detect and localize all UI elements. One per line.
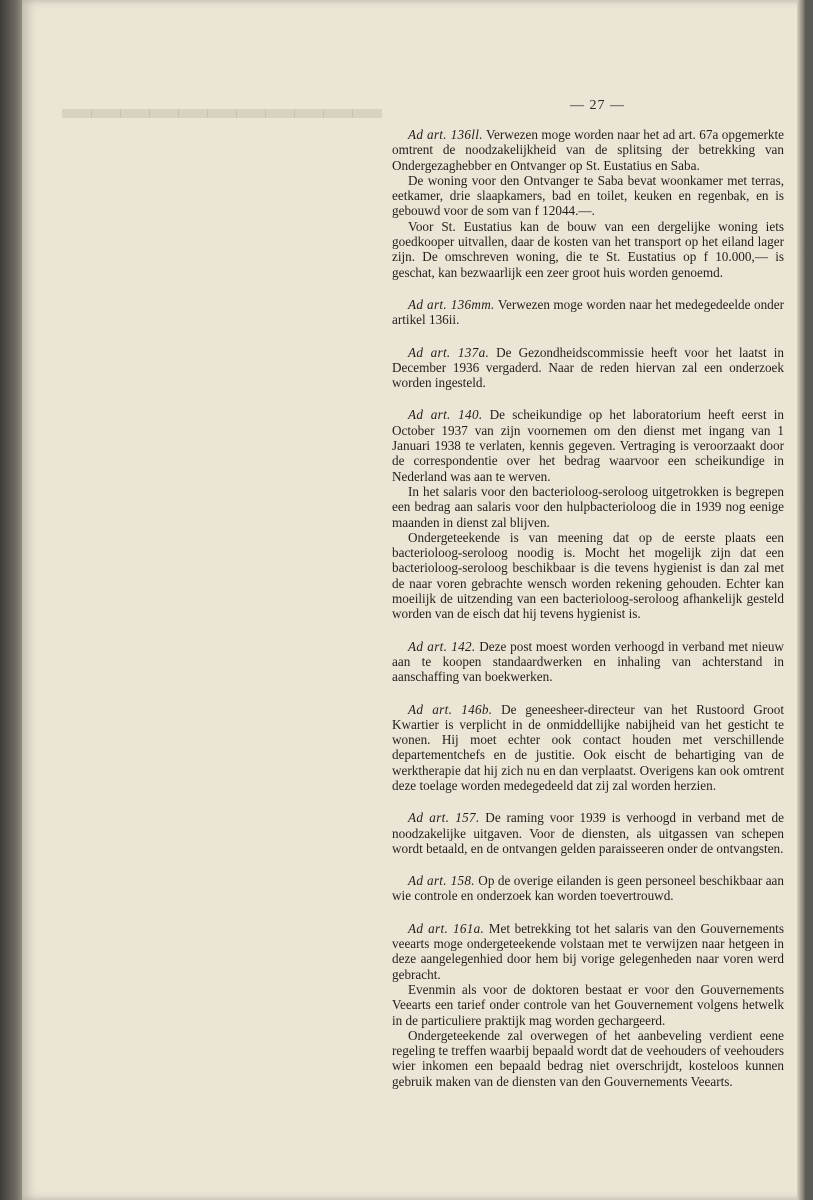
- article-reference: Ad art. 136mm.: [408, 296, 495, 312]
- article-reference: Ad art. 146b.: [408, 701, 493, 717]
- body-text: [392, 127, 784, 1089]
- paragraph: Ad art. 137a. De Gezondheidscommissie heeft voor het laatst in December 1936 vergaderd. Naar de reden hiervan zal een onderzoek worden ingesteld.: [392, 344, 784, 391]
- paragraph: In het salaris voor den bacterioloog-seroloog uitgetrokken is begrepen een bedrag aan salaris voor den hulpbacterioloog die in 1939 nog eenige maanden in dienst zal blijven.: [392, 483, 784, 530]
- paragraph: Ad art. 157. De raming voor 1939 is verhoogd in verband met de noodzakelijke uitgaven. Voor de diensten, als uitgassen van schepen wordt betaald, en de ontvangen gelden paraisseeren onder de ontvangsten.: [392, 810, 784, 856]
- paragraph: Ondergeteekende zal overwegen of het aanbeveling verdient eene regeling te treffen waarbij bepaald wordt dat de veehouders of veehouders wier inkomen een bepaald bedrag niet overschrijdt, kosteloos kunnen gebruik maken van de diensten van den Gouvernements Veearts.: [392, 1027, 784, 1089]
- article-reference: Ad art. 161a.: [408, 920, 485, 936]
- paragraph: Ad art. 158. Op de overige eilanden is geen personeel beschikbaar aan wie controle en onderzoek kan worden toevertrouwd.: [392, 873, 784, 904]
- article-reference: Ad art. 136ll.: [408, 127, 483, 142]
- article-reference: Ad art. 140.: [408, 407, 483, 423]
- paragraph: De woning voor den Ontvanger te Saba bevat woonkamer met terras, eetkamer, drie slaapkamers, bad en toilet, keuken en regenbak, en is gebouwd voor de som van f 12044.—.: [392, 172, 784, 219]
- paragraph: Ad art. 142. Deze post moest worden verhoogd in verband met nieuw aan te koopen standaardwerken en inhaling van achterstand in aanschaffing van boekwerken.: [392, 638, 784, 685]
- page-number: — 27 —: [570, 98, 625, 113]
- article-reference: Ad art. 137a.: [408, 344, 490, 360]
- paragraph: Ad art. 140. De scheikundige op het laboratorium heeft eerst in October 1937 van zijn voornemen om den dienst met ingang van 1 Januari 1938 te verlaten, kennis gegeven. Vertraging is veroorzaakt door de correspondentie over het bedrag waarvoor een scheikundige in Nederland was aan te werven.: [392, 407, 784, 484]
- paragraph: Ondergeteekende is van meening dat op de eerste plaats een bacterioloog-seroloog noodig is. Mocht het mogelijk zijn dat een bacterioloog-seroloog beschikbaar is die tevens hygienist is dan zal met de naar voren gebrachte wensch worden rekening gehouden. Echter kan moeilijk de uitzending van een bacterioloog-seroloog afhankelijk gesteld worden van de eisch dat hij tevens hygienist is.: [392, 529, 784, 622]
- article-reference: Ad art. 158.: [408, 873, 475, 889]
- page-edge: [797, 0, 805, 1200]
- paragraph: Ad art. 136ll. Verwezen moge worden naar het ad art. 67a opgemerkte omtrent de noodzakelijkheid van de splitsing der betrekking van Ondergezaghebber en Ontvanger op St. Eustatius en Saba.: [392, 127, 784, 173]
- article-reference: Ad art. 157.: [408, 810, 480, 826]
- document-page: [22, 0, 805, 1200]
- paragraph: Ad art. 146b. De geneesheer-directeur van het Rustoord Groot Kwartier is verplicht in de onmiddellijke nabijheid van het gesticht te wonen. Hij moet echter ook contact houden met verschillende departementchefs en de justitie. Ook eischt de behartiging van de werktherapie dat hij zich nu en dan verplaatst. Overigens kan ook omtrent deze toelage worden medegedeeld dat zij zal worden herzien.: [392, 701, 784, 793]
- paragraph: Evenmin als voor de doktoren bestaat er voor den Gouvernements Veearts een tarief onder controle van het Gouvernement volgens hetwelk in de particuliere praktijk mag worden gechargeerd.: [392, 981, 784, 1028]
- paragraph: Voor St. Eustatius kan de bouw van een dergelijke woning iets goedkooper uitvallen, daar de kosten van het transport op het eiland lager zijn. De omschreven woning, die te St. Eustatius op f 10.000,— is geschat, kan bezwaarlijk een zeer groot huis worden genoemd.: [392, 218, 784, 280]
- bleed-through-heading: ▬▬▬▬▬▬▬▬▬▬▬: [62, 92, 381, 125]
- paragraph: Ad art. 136mm. Verwezen moge worden naar het medegedeelde onder artikel 136ii.: [392, 296, 784, 328]
- paragraph: Ad art. 161a. Met betrekking tot het salaris van den Gouvernements veearts moge ondergeteekende volstaan met te verwijzen naar hetgeen in deze aangelegenhied door hem bij vorige gelegenheden naar voren werd gebracht.: [392, 920, 784, 982]
- article-reference: Ad art. 142.: [408, 638, 476, 654]
